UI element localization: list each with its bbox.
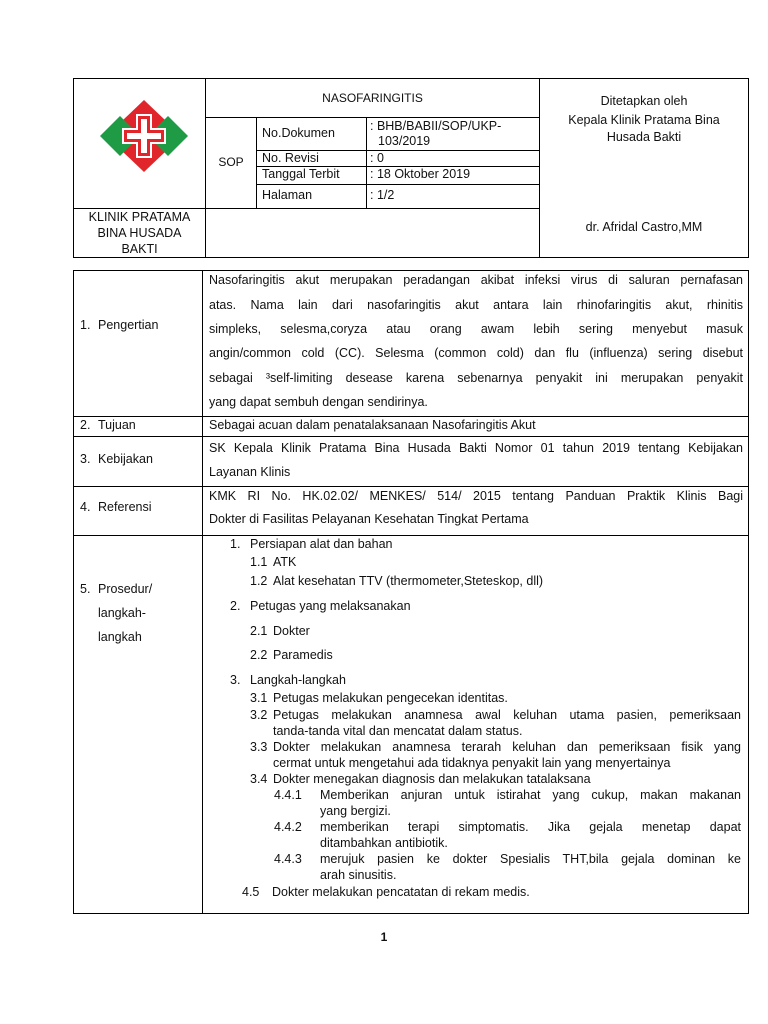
step-number: 2.1	[250, 624, 268, 638]
step-text: Memberikan anjuran untuk istirahat yang cukup, makan makanan	[320, 788, 741, 802]
pengertian-line: sebagai ³self-limiting desease karena sebenarnya penyakit ini merupakan penyakit	[209, 371, 743, 385]
field-label-no-dokumen: No.Dokumen	[262, 126, 335, 140]
step-text-continued: tanda-tanda vital dan mencatat dalam status.	[273, 724, 523, 738]
step-number: 2.2	[250, 648, 268, 662]
step-text: Alat kesehatan TTV (thermometer,Steteskop, dll)	[273, 574, 544, 588]
page-number: 1	[380, 930, 388, 944]
referensi-line: Dokter di Fasilitas Pelayanan Kesehatan Tingkat Pertama	[209, 512, 529, 526]
step-number: 3.3	[250, 740, 268, 754]
clinic-logo	[98, 100, 190, 172]
step-text: memberikan terapi simptomatis. Jika gejala menetap dapat	[320, 820, 741, 834]
section-number-2: 2.	[80, 418, 91, 432]
step-number: 3.4	[250, 772, 268, 786]
step-text-continued: arah sinusitis.	[320, 868, 397, 882]
section-number-5: 5.	[80, 582, 91, 596]
section-number-3: 3.	[80, 452, 91, 466]
step-text: Dokter	[273, 624, 310, 638]
section-title-prosedur-3: langkah	[98, 630, 142, 644]
step-number: 1.	[230, 537, 241, 551]
section-title-prosedur-1: Prosedur/	[98, 582, 153, 596]
field-value-halaman: : 1/2	[370, 188, 395, 202]
step-number: 4.4.2	[274, 820, 302, 834]
step-text: Dokter melakukan anamnesa terarah keluhan dan pemeriksaan fisik yang	[273, 740, 741, 754]
field-label-halaman: Halaman	[262, 188, 313, 202]
pengertian-line: Nasofaringitis akut merupakan peradangan akibat infeksi virus di saluran pernafasan	[209, 273, 743, 287]
step-text-continued: yang bergizi.	[320, 804, 391, 818]
field-label-tanggal-terbit: Tanggal Terbit	[262, 167, 340, 181]
step-text: Persiapan alat dan bahan	[250, 537, 393, 551]
field-value-no-revisi: : 0	[370, 151, 384, 165]
step-text-continued: ditambahkan antibiotik.	[320, 836, 448, 850]
field-label-no-revisi: No. Revisi	[262, 151, 319, 165]
section-title-tujuan: Tujuan	[98, 418, 136, 432]
step-text: Paramedis	[273, 648, 333, 662]
clinic-name-line-2: BINA HUSADA	[97, 226, 182, 240]
step-number: 4.5	[242, 885, 260, 899]
pengertian-line: yang dapat sembuh dengan sendirinya.	[209, 395, 428, 409]
field-value-no-dokumen-1: : BHB/BABII/SOP/UKP-	[370, 119, 502, 133]
step-text-continued: cermat untuk mengetahui ada tidaknya penyakit lain yang menyertainya	[273, 756, 671, 770]
field-value-no-dokumen-2: 103/2019	[378, 134, 431, 148]
step-number: 1.2	[250, 574, 268, 588]
section-number-1: 1.	[80, 318, 91, 332]
section-title-prosedur-2: langkah-	[98, 606, 146, 620]
tujuan-text: Sebagai acuan dalam penatalaksanaan Nasofaringitis Akut	[209, 418, 536, 432]
section-title-pengertian: Pengertian	[98, 318, 159, 332]
clinic-name-line-1: KLINIK PRATAMA	[88, 210, 191, 224]
step-text: Dokter melakukan pencatatan di rekam medis.	[272, 885, 530, 899]
signatory-name: dr. Afridal Castro,MM	[585, 220, 703, 234]
section-title-referensi: Referensi	[98, 500, 152, 514]
section-title-kebijakan: Kebijakan	[98, 452, 153, 466]
step-number: 2.	[230, 599, 241, 613]
step-number: 1.1	[250, 555, 268, 569]
step-number: 3.	[230, 673, 241, 687]
step-number: 4.4.3	[274, 852, 302, 866]
step-text: ATK	[273, 555, 297, 569]
field-value-tanggal-terbit: : 18 Oktober 2019	[370, 167, 471, 181]
clinic-name-line-3: BAKTI	[121, 242, 158, 256]
kebijakan-line: SK Kepala Klinik Pratama Bina Husada Bakti Nomor 01 tahun 2019 tentang Kebijakan	[209, 441, 743, 455]
approval-line-1: Ditetapkan oleh	[600, 94, 688, 108]
step-number: 4.4.1	[274, 788, 302, 802]
referensi-line: KMK RI No. HK.02.02/ MENKES/ 514/ 2015 tentang Panduan Praktik Klinis Bagi	[209, 489, 743, 503]
pengertian-line: atas. Nama lain dari nasofaringitis akut antara lain rhinofaringitis akut, rhinitis	[209, 298, 743, 312]
step-text: Dokter menegakan diagnosis dan melakukan tatalaksana	[273, 772, 591, 786]
step-text: merujuk pasien ke dokter Spesialis THT,bila gejala dominan ke	[320, 852, 741, 866]
step-text: Petugas melakukan pengecekan identitas.	[273, 691, 508, 705]
pengertian-line: simpleks, selesma,coryza atau orang awam lebih sering menyebut masuk	[209, 322, 743, 336]
step-number: 3.1	[250, 691, 268, 705]
document-title: NASOFARINGITIS	[322, 91, 423, 105]
approval-line-2: Kepala Klinik Pratama Bina	[568, 113, 720, 127]
pengertian-line: angin/common cold (CC). Selesma (common cold) dan flu (influenza) sering disebut	[209, 346, 743, 360]
step-text: Petugas melakukan anamnesa awal keluhan utama pasien, pemeriksaan	[273, 708, 741, 722]
approval-line-3: Husada Bakti	[606, 130, 682, 144]
sop-label: SOP	[218, 155, 244, 169]
step-text: Langkah-langkah	[250, 673, 346, 687]
kebijakan-line: Layanan Klinis	[209, 465, 291, 479]
step-number: 3.2	[250, 708, 268, 722]
section-number-4: 4.	[80, 500, 91, 514]
step-text: Petugas yang melaksanakan	[250, 599, 411, 613]
